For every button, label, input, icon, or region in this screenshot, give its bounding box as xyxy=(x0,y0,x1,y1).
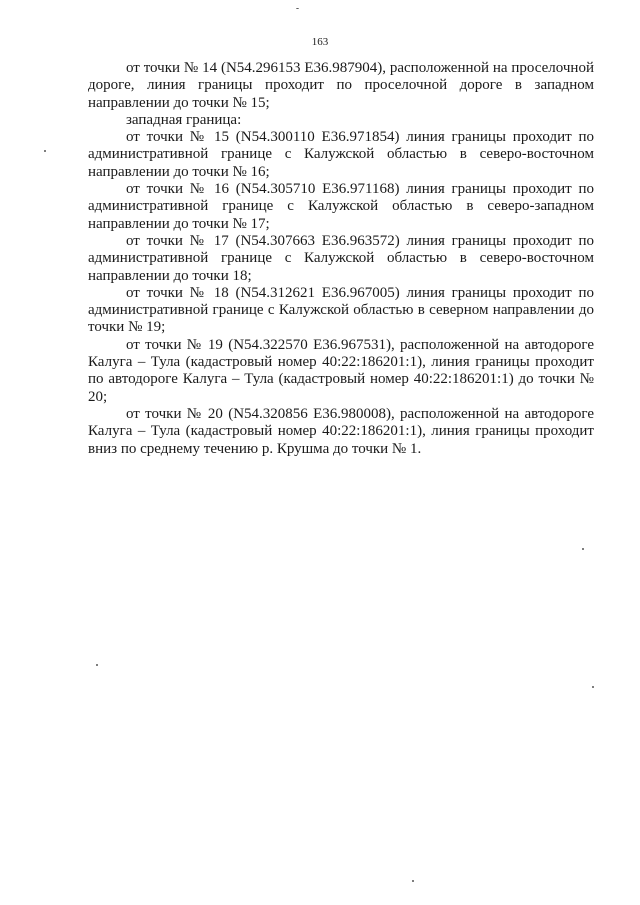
paragraph-point-18: от точки № 18 (N54.312621 E36.967005) линия границы проходит по административной границе с Калужской областью в северном направлении до точки № 19; xyxy=(88,284,594,336)
page-number: 163 xyxy=(311,36,329,48)
paragraph-point-16: от точки № 16 (N54.305710 E36.971168) линия границы проходит по административной границе с Калужской областью в северо-западном направлении до точки № 17; xyxy=(88,181,594,232)
document-body xyxy=(88,60,594,458)
scan-speck xyxy=(296,8,299,9)
paragraph-point-14: от точки № 14 (N54.296153 E36.987904), расположенной на проселочной дороге, линия границы проходит по проселочной дороге в западном направлении до точки № 15; xyxy=(88,60,594,111)
scan-speck xyxy=(592,686,594,688)
scan-speck xyxy=(96,664,98,666)
scan-speck xyxy=(412,880,414,882)
scan-speck xyxy=(582,548,584,550)
paragraph-point-20: от точки № 20 (N54.320856 E36.980008), расположенной на автодороге Калуга – Тула (кадастровый номер 40:22:186201:1), линия границы проходит вниз по среднему течению р. Крушма до точки № 1. xyxy=(88,405,594,457)
paragraph-point-15: от точки № 15 (N54.300110 E36.971854) линия границы проходит по административной границе с Калужской областью в северо-восточном направлении до точки № 16; xyxy=(88,129,594,180)
section-heading-western-border: западная граница: xyxy=(126,111,242,128)
paragraph-point-17: от точки № 17 (N54.307663 E36.963572) линия границы проходит по административной границе с Калужской областью в северо-восточном направлении до точки 18; xyxy=(88,232,594,284)
scan-speck xyxy=(44,150,46,152)
paragraph-point-19: от точки № 19 (N54.322570 E36.967531), расположенной на автодороге Калуга – Тула (кадастровый номер 40:22:186201:1), линия границы проходит по автодороге Калуга – Тула (кадастровый номер 40:22:186201:1) до точки № 20; xyxy=(88,336,594,405)
